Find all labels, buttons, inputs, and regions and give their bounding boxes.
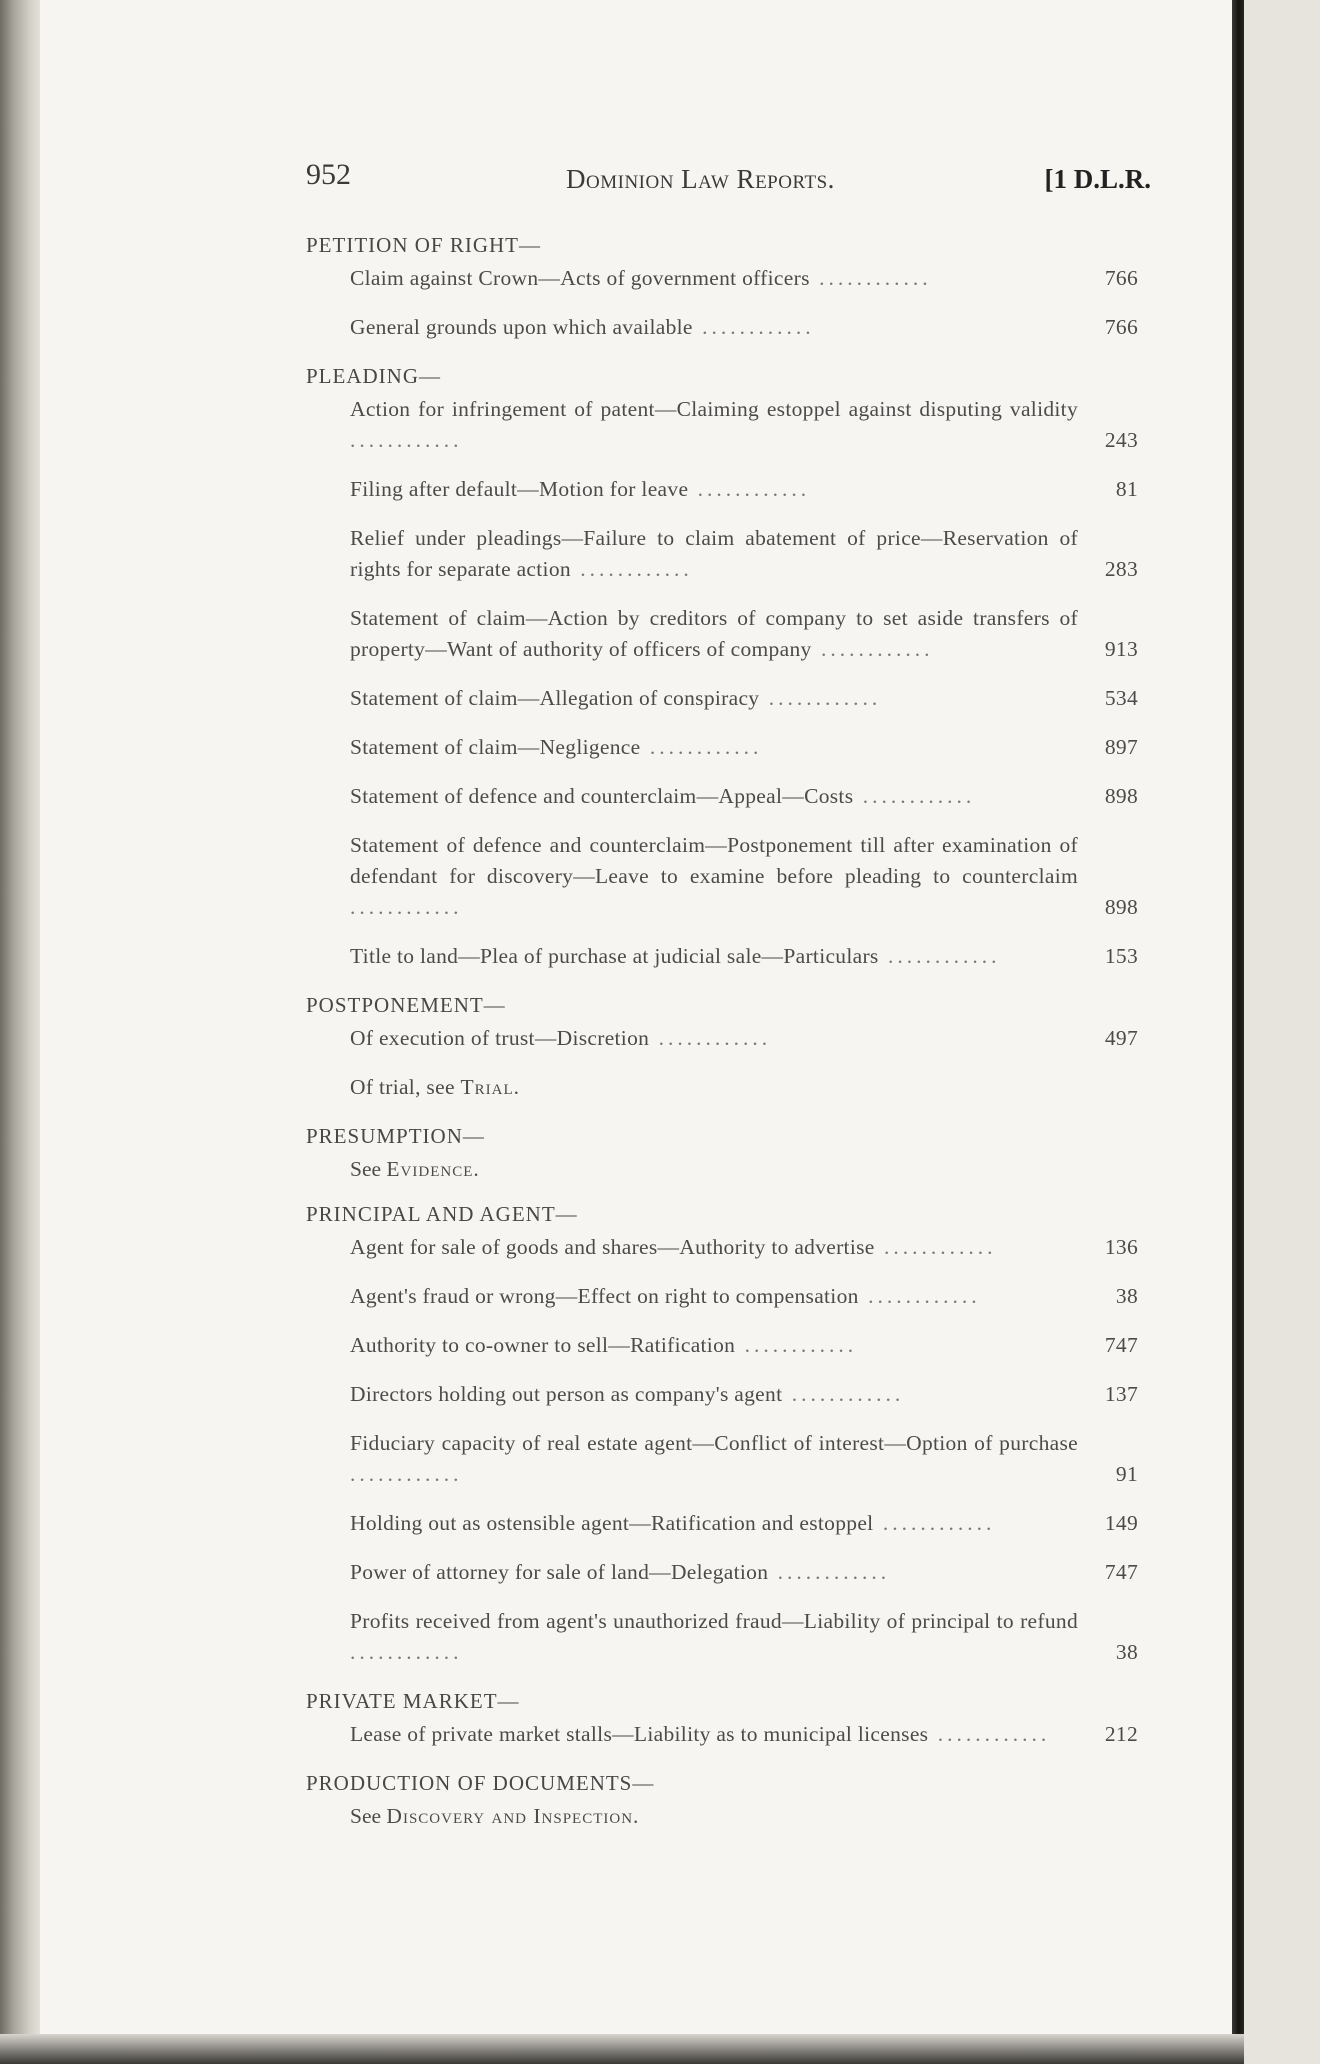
- dot-leader: ............: [809, 266, 932, 290]
- dot-leader: ............: [759, 686, 882, 710]
- dot-leader: ............: [350, 1462, 463, 1486]
- page-number: 952: [306, 158, 351, 191]
- entry-page-number: 38: [1115, 1640, 1138, 1664]
- volume-reference: [1 D.L.R.: [1044, 164, 1151, 194]
- entry-text: Title to land—Plea of purchase at judicial sale—Particulars: [350, 944, 879, 968]
- entry-page-number: 497: [1104, 1026, 1138, 1050]
- index-content: [280, 222, 1138, 1846]
- entry-text: Fiduciary capacity of real estate agent—Conflict of interest—Option of purchase: [350, 1431, 1078, 1455]
- dot-leader: ............: [858, 1284, 981, 1308]
- entry-text: Statement of claim—Allegation of conspiracy: [350, 686, 760, 710]
- entry-text: Agent's fraud or wrong—Effect on right to compensation: [350, 1284, 859, 1308]
- index-section: [280, 361, 1138, 972]
- index-section: [280, 230, 1138, 343]
- dot-leader: ............: [873, 1511, 996, 1535]
- page-edge-shadow: [1232, 0, 1244, 2064]
- dot-leader: ............: [874, 1235, 997, 1259]
- entry-text: Statement of defence and counterclaim—Postponement till after examination of defendant for discovery—Leave to examine before pleading to counterclaim: [350, 833, 1078, 888]
- entry-page-number: 897: [1104, 735, 1138, 759]
- index-section: [280, 990, 1138, 1103]
- index-section: [280, 1199, 1138, 1668]
- index-entry: [280, 732, 1138, 763]
- see-also-text: Of trial, see: [350, 1075, 455, 1099]
- index-entry: [280, 1428, 1138, 1490]
- entry-text: Action for infringement of patent—Claiming estoppel against disputing validity: [350, 397, 1078, 421]
- index-entry: [280, 1281, 1138, 1312]
- index-entry: [280, 1606, 1138, 1668]
- section-heading: PLEADING—: [306, 364, 441, 388]
- entry-text: Agent for sale of goods and shares—Authority to advertise: [350, 1235, 875, 1259]
- see-target: Evidence.: [386, 1157, 480, 1181]
- entry-page-number: 243: [1104, 428, 1138, 452]
- see-text: See: [350, 1804, 382, 1828]
- entry-page-number: 898: [1104, 784, 1138, 808]
- section-heading: PRINCIPAL AND AGENT—: [306, 1202, 578, 1226]
- index-entry: [280, 603, 1138, 665]
- index-entry: [280, 1719, 1138, 1750]
- dot-leader: ............: [692, 315, 815, 339]
- entry-text: Directors holding out person as company's agent: [350, 1382, 783, 1406]
- dot-leader: ............: [350, 1640, 463, 1664]
- index-entry: [280, 263, 1138, 294]
- dot-leader: ............: [688, 477, 811, 501]
- index-entry: [280, 1557, 1138, 1588]
- entry-text: Power of attorney for sale of land—Delegation: [350, 1560, 769, 1584]
- index-entry: [280, 1232, 1138, 1263]
- entry-text: Of execution of trust—Discretion: [350, 1026, 650, 1050]
- index-section: [280, 1686, 1138, 1750]
- dot-leader: ............: [853, 784, 976, 808]
- dot-leader: ............: [570, 557, 693, 581]
- entry-page-number: 766: [1104, 315, 1138, 339]
- entry-page-number: 153: [1104, 944, 1138, 968]
- see-reference: [280, 1801, 1138, 1832]
- entry-page-number: 283: [1104, 557, 1138, 581]
- book-binding-shadow: [0, 0, 40, 2064]
- index-section: [280, 1768, 1138, 1832]
- index-entry: [280, 1508, 1138, 1539]
- see-also-entry: [280, 1072, 1138, 1103]
- dot-leader: ............: [768, 1560, 891, 1584]
- entry-text: Lease of private market stalls—Liability as to municipal licenses: [350, 1722, 929, 1746]
- entry-page-number: 747: [1104, 1560, 1138, 1584]
- entry-text: Statement of claim—Action by creditors of company to set aside transfers of property—Want of authority of officers of company: [350, 606, 1078, 661]
- dot-leader: ............: [350, 895, 463, 919]
- dot-leader: ............: [649, 1026, 772, 1050]
- see-target: Discovery and Inspection.: [386, 1804, 640, 1828]
- entry-page-number: 212: [1104, 1722, 1138, 1746]
- dot-leader: ............: [928, 1722, 1051, 1746]
- section-heading: PRIVATE MARKET—: [306, 1689, 520, 1713]
- entry-text: Authority to co-owner to sell—Ratification: [350, 1333, 736, 1357]
- dot-leader: ............: [350, 428, 463, 452]
- index-entry: [280, 1379, 1138, 1410]
- dot-leader: ............: [811, 637, 934, 661]
- index-entry: [280, 781, 1138, 812]
- index-entry: [280, 941, 1138, 972]
- entry-page-number: 136: [1104, 1235, 1138, 1259]
- index-entry: [280, 1023, 1138, 1054]
- entry-text: Profits received from agent's unauthorized fraud—Liability of principal to refund: [350, 1609, 1078, 1633]
- entry-text: Claim against Crown—Acts of government officers: [350, 266, 810, 290]
- entry-text: General grounds upon which available: [350, 315, 693, 339]
- facing-page-strip: [1244, 0, 1320, 2064]
- entry-text: Holding out as ostensible agent—Ratification and estoppel: [350, 1511, 874, 1535]
- section-heading: PRODUCTION OF DOCUMENTS—: [306, 1771, 655, 1795]
- index-entry: [280, 1330, 1138, 1361]
- entry-page-number: 898: [1104, 895, 1138, 919]
- page-bottom-edge: [0, 2034, 1244, 2064]
- entry-page-number: 38: [1115, 1284, 1138, 1308]
- section-heading: PRESUMPTION—: [306, 1124, 485, 1148]
- see-also-reference: Trial.: [460, 1075, 520, 1099]
- index-entry: [280, 474, 1138, 505]
- index-entry: [280, 830, 1138, 923]
- page-header: [266, 158, 1151, 208]
- dot-leader: ............: [735, 1333, 858, 1357]
- see-text: See: [350, 1157, 382, 1181]
- section-heading: POSTPONEMENT—: [306, 993, 506, 1017]
- section-heading: PETITION OF RIGHT—: [306, 233, 541, 257]
- entry-page-number: 913: [1104, 637, 1138, 661]
- entry-text: Statement of defence and counterclaim—Appeal—Costs: [350, 784, 854, 808]
- entry-text: Filing after default—Motion for leave: [350, 477, 689, 501]
- entry-page-number: 149: [1104, 1511, 1138, 1535]
- index-section: [280, 1121, 1138, 1185]
- see-reference: [280, 1154, 1138, 1185]
- entry-text: Relief under pleadings—Failure to claim abatement of price—Reservation of rights for separate action: [350, 526, 1078, 581]
- index-entry: [280, 523, 1138, 585]
- dot-leader: ............: [782, 1382, 905, 1406]
- entry-page-number: 91: [1115, 1462, 1138, 1486]
- dot-leader: ............: [878, 944, 1001, 968]
- index-entry: [280, 312, 1138, 343]
- entry-page-number: 747: [1104, 1333, 1138, 1357]
- index-entry: [280, 394, 1138, 456]
- entry-page-number: 137: [1104, 1382, 1138, 1406]
- entry-page-number: 534: [1104, 686, 1138, 710]
- running-title: Dominion Law Reports.: [566, 164, 835, 194]
- dot-leader: ............: [640, 735, 763, 759]
- book-page: [40, 0, 1232, 2034]
- entry-page-number: 766: [1104, 266, 1138, 290]
- index-entry: [280, 683, 1138, 714]
- entry-text: Statement of claim—Negligence: [350, 735, 641, 759]
- entry-page-number: 81: [1115, 477, 1138, 501]
